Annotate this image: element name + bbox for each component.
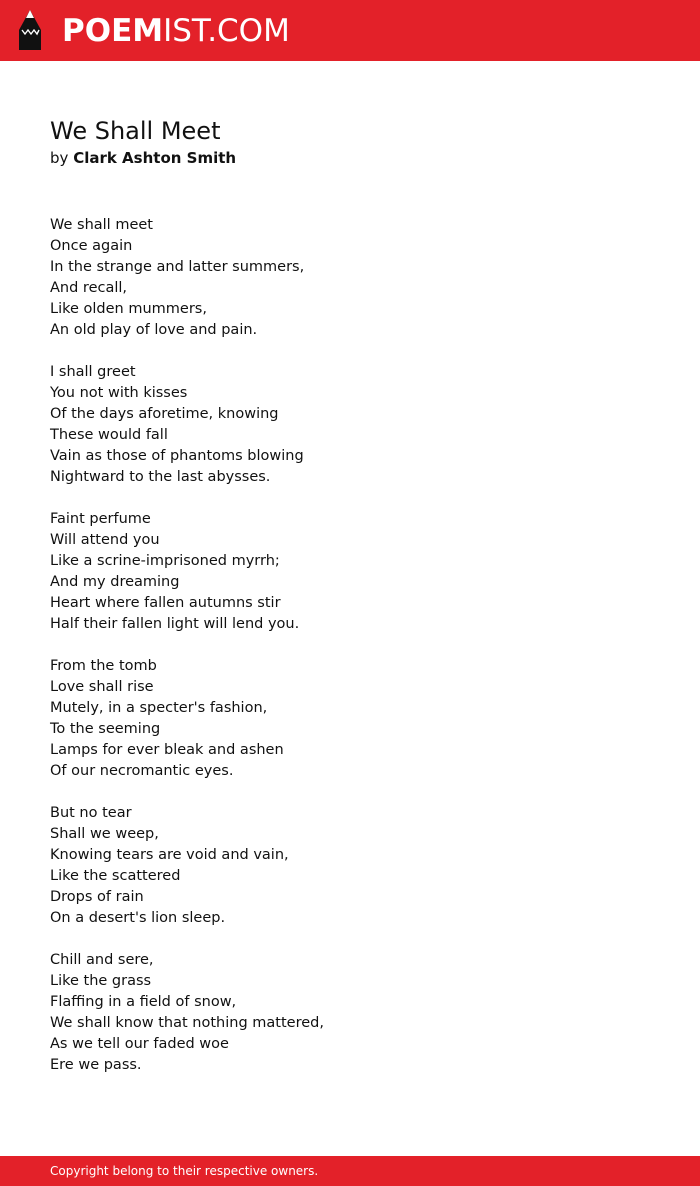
poem-line: Once again (50, 238, 133, 254)
poem-line: In the strange and latter summers, (50, 259, 305, 275)
poem-content (50, 116, 650, 1097)
poem-line: We shall meet (50, 217, 153, 233)
poem-line: Like the grass (50, 973, 152, 989)
copyright-text: Copyright belong to their respective owners. (50, 1164, 319, 1178)
poem-stanza (50, 215, 650, 341)
poem-stanza (50, 803, 650, 929)
poem-line: Chill and sere, (50, 952, 154, 968)
poem-line: And recall, (50, 280, 128, 296)
poem-stanza (50, 656, 650, 782)
poem-line: Faint perfume (50, 511, 151, 527)
pencil-logo-icon[interactable] (16, 8, 44, 52)
site-logo-text[interactable] (62, 12, 290, 50)
by-label: by (50, 149, 69, 167)
poem-line: To the seeming (50, 721, 161, 737)
poem-line: Ere we pass. (50, 1057, 142, 1073)
poem-line: Will attend you (50, 532, 160, 548)
poem-line: As we tell our faded woe (50, 1036, 229, 1052)
poem-line: Lamps for ever bleak and ashen (50, 742, 284, 758)
poem-line: I shall greet (50, 364, 136, 380)
poem-line: Heart where fallen autumns stir (50, 595, 281, 611)
poem-line: Flaffing in a field of snow, (50, 994, 237, 1010)
poem-line: Nightward to the last abysses. (50, 469, 271, 485)
site-footer (0, 1156, 700, 1186)
poem-byline (50, 146, 650, 170)
poem-line: Love shall rise (50, 679, 154, 695)
poem-line: Like a scrine-imprisoned myrrh; (50, 553, 280, 569)
poem-line: Drops of rain (50, 889, 144, 905)
poem-title: We Shall Meet (50, 117, 221, 145)
poem-stanza (50, 362, 650, 488)
poem-line: On a desert's lion sleep. (50, 910, 226, 926)
poem-line: From the tomb (50, 658, 157, 674)
poem-line: Shall we weep, (50, 826, 159, 842)
poem-line: Like the scattered (50, 868, 181, 884)
poem-stanza (50, 509, 650, 635)
poem-line: Vain as those of phantoms blowing (50, 448, 304, 464)
poem-line: Like olden mummers, (50, 301, 207, 317)
site-header (0, 0, 700, 61)
poem-author: Clark Ashton Smith (73, 149, 237, 167)
poem-line: Knowing tears are void and vain, (50, 847, 289, 863)
brand-light-text: IST.COM (163, 13, 290, 49)
poem-line: And my dreaming (50, 574, 180, 590)
poem-line: Half their fallen light will lend you. (50, 616, 300, 632)
poem-line: But no tear (50, 805, 132, 821)
poem-line: Of the days aforetime, knowing (50, 406, 279, 422)
poem-line: Mutely, in a specter's fashion, (50, 700, 268, 716)
poem-line: You not with kisses (50, 385, 188, 401)
poem-body (50, 215, 650, 1076)
poem-line: An old play of love and pain. (50, 322, 258, 338)
poem-line: Of our necromantic eyes. (50, 763, 234, 779)
poem-line: These would fall (50, 427, 168, 443)
poem-line: We shall know that nothing mattered, (50, 1015, 324, 1031)
brand-bold-text: POEM (62, 13, 164, 49)
poem-stanza (50, 950, 650, 1076)
